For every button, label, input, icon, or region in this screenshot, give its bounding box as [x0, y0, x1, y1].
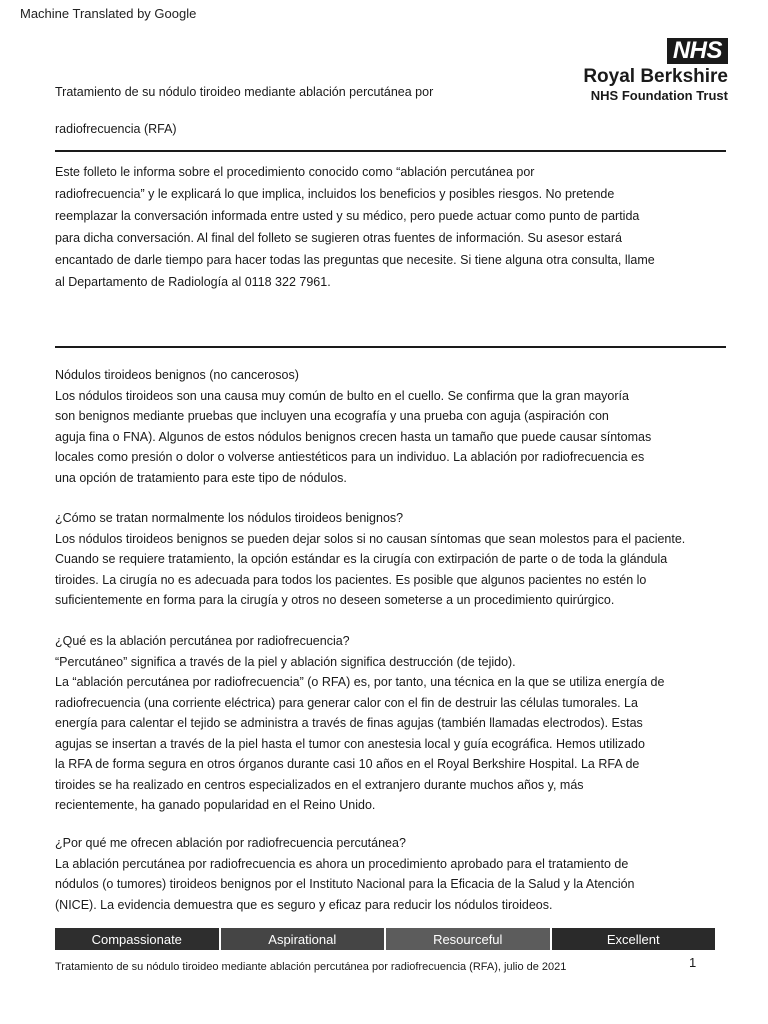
- page-number: 1: [689, 955, 697, 970]
- section-heading: Nódulos tiroideos benignos (no cancerosos): [55, 368, 299, 382]
- intro-line: encantado de darle tiempo para hacer todas las preguntas que necesite. Si tiene alguna otra consulta, llame: [55, 253, 655, 267]
- divider-middle: [55, 346, 726, 348]
- section-line: una opción de tratamiento para este tipo de nódulos.: [55, 470, 347, 485]
- section-heading: ¿Por qué me ofrecen ablación por radiofrecuencia percutánea?: [55, 836, 406, 850]
- section-line: Los nódulos tiroideos benignos se pueden dejar solos si no causan síntomas que sean molestos para el paciente.: [55, 531, 686, 546]
- section-usual-treatment: [55, 508, 730, 611]
- values-bar: [55, 928, 715, 950]
- section-line: tiroides se ha realizado en centros especializados en el extranjero durante muchos años y, más: [55, 777, 584, 792]
- nhs-logo: [528, 38, 728, 103]
- section-line: La ablación percutánea por radiofrecuencia es ahora un procedimiento aprobado para el tratamiento de: [55, 856, 629, 871]
- section-line: energía para calentar el tejido se administra a través de finas agujas (también llamadas electrodos). Estas: [55, 716, 643, 730]
- document-title-line1: Tratamiento de su nódulo tiroideo mediante ablación percutánea por: [55, 85, 434, 99]
- section-line: aguja fina o FNA). Algunos de estos nódulos benignos crecen hasta un tamaño que puede causar síntomas: [55, 429, 652, 444]
- section-line: agujas se insertan a través de la piel hasta el tumor con anestesia local y guía ecográfica. Hemos utilizado: [55, 736, 645, 751]
- section-line: suficientemente en forma para la cirugía y otros no deseen someterse a un procedimiento quirúrgico.: [55, 593, 615, 607]
- intro-line: al Departamento de Radiología al 0118 322 7961.: [55, 275, 331, 289]
- section-benign-nodules: [55, 365, 730, 488]
- divider-top: [55, 150, 726, 152]
- section-line: radiofrecuencia (una corriente eléctrica) para generar calor con el fin de destruir las células tumorales. La: [55, 695, 638, 710]
- footer-text: Tratamiento de su nódulo tiroideo mediante ablación percutánea por radiofrecuencia (RFA), julio de 2021: [55, 961, 567, 973]
- intro-line: Este folleto le informa sobre el procedimiento conocido como “ablación percutánea por: [55, 165, 535, 179]
- nhs-logo-mark: NHS: [667, 38, 728, 64]
- section-line: (NICE). La evidencia demuestra que es seguro y eficaz para reducir los nódulos tiroideos.: [55, 897, 553, 912]
- section-heading: ¿Qué es la ablación percutánea por radiofrecuencia?: [55, 634, 350, 648]
- value-aspirational: Aspirational: [221, 928, 385, 950]
- section-line: la RFA de forma segura en otros órganos durante casi 10 años en el Royal Berkshire Hospital. La RFA de: [55, 757, 640, 771]
- section-line: nódulos (o tumores) tiroideos benignos por el Instituto Nacional para la Eficacia de la Salud y la Atención: [55, 877, 635, 891]
- section-line: Los nódulos tiroideos son una causa muy común de bulto en el cuello. Se confirma que la gran mayoría: [55, 388, 629, 403]
- section-line: recientemente, ha ganado popularidad en el Reino Unido.: [55, 798, 376, 812]
- section-line: “Percutáneo” significa a través de la piel y ablación significa destrucción (de tejido).: [55, 654, 516, 669]
- section-why-rfa: [55, 833, 730, 915]
- value-compassionate: Compassionate: [55, 928, 219, 950]
- value-resourceful: Resourceful: [386, 928, 550, 950]
- section-line: La “ablación percutánea por radiofrecuencia” (o RFA) es, por tanto, una técnica en la que se utiliza energía de: [55, 675, 665, 689]
- section-line: Cuando se requiere tratamiento, la opción estándar es la cirugía con extirpación de parte o de toda la glándula: [55, 552, 668, 566]
- document-title-line2: radiofrecuencia (RFA): [55, 122, 177, 136]
- org-subtitle: NHS Foundation Trust: [590, 88, 728, 103]
- value-excellent: Excellent: [552, 928, 716, 950]
- section-heading: ¿Cómo se tratan normalmente los nódulos tiroideos benignos?: [55, 511, 404, 525]
- org-name: Royal Berkshire: [583, 66, 728, 87]
- machine-translated-label: Machine Translated by Google: [20, 6, 197, 21]
- intro-paragraph: [55, 161, 730, 293]
- intro-line: radiofrecuencia” y le explicará lo que implica, incluidos los beneficios y posibles riesgos. No pretende: [55, 187, 615, 201]
- section-what-is-rfa: [55, 631, 730, 816]
- section-line: locales como presión o dolor o volverse antiestéticos para un individuo. La ablación por radiofrecuencia es: [55, 450, 645, 464]
- section-line: tiroides. La cirugía no es adecuada para todos los pacientes. Es posible que algunos pacientes no estén lo: [55, 572, 647, 587]
- section-line: son benignos mediante pruebas que incluyen una ecografía y una prueba con aguja (aspiración con: [55, 409, 609, 423]
- intro-line: para dicha conversación. Al final del folleto se sugieren otras fuentes de información. Su asesor estará: [55, 231, 622, 245]
- intro-line: reemplazar la conversación informada entre usted y su médico, pero puede actuar como punto de partida: [55, 209, 640, 223]
